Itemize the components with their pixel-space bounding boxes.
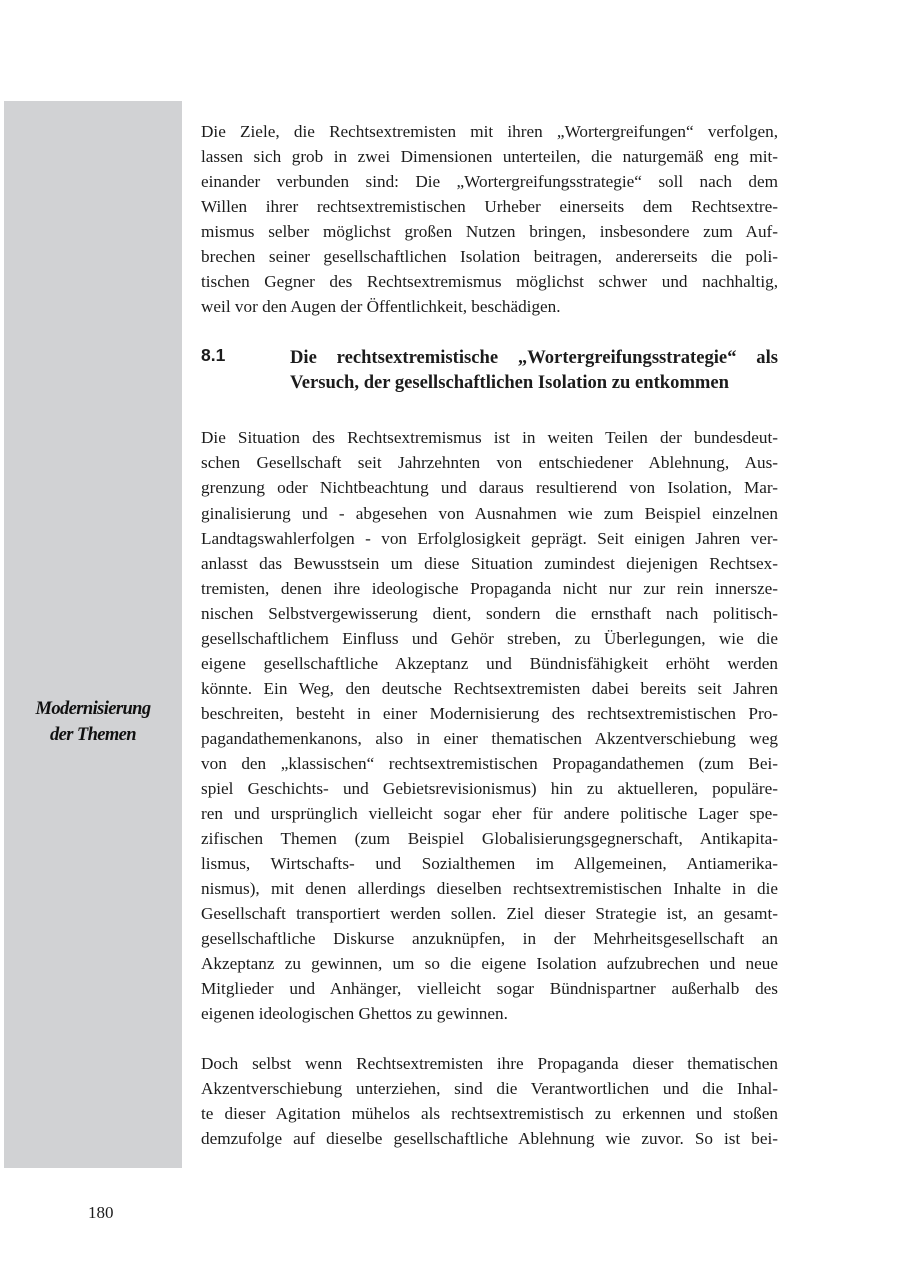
section-title-line: Versuch, der gesellschaftlichen Isolation zu entkommen bbox=[290, 372, 730, 394]
text-line: nischen Selbstvergewisserung dient, sondern die ernsthaft nach politisch- bbox=[201, 603, 778, 623]
text-line: gesellschaftlichem Einfluss und Gehör streben, zu Überlegungen, wie die bbox=[201, 628, 778, 648]
text-line: ginalisierung und - abgesehen von Ausnahmen wie zum Beispiel einzelnen bbox=[201, 503, 778, 523]
text-line: mismus selber möglichst großen Nutzen bringen, insbesondere zum Auf- bbox=[201, 222, 778, 242]
text-line: ren und ursprünglich vielleicht sogar eher für andere politische Lager spe- bbox=[201, 804, 778, 824]
text-line: pagandathemenkanons, also in einer thematischen Akzentverschiebung weg bbox=[201, 728, 778, 748]
text-line: Die Ziele, die Rechtsextremisten mit ihren „Wortergreifungen“ verfolgen, bbox=[201, 122, 778, 141]
text-line: eigene gesellschaftliche Akzeptanz und Bündnisfähigkeit erhöht werden bbox=[201, 653, 778, 673]
margin-column bbox=[4, 101, 182, 1168]
text-line: Landtagswahlerfolgen - von Erfolglosigkeit geprägt. Seit einigen Jahren ver- bbox=[201, 528, 778, 548]
page-number: 180 bbox=[88, 1203, 114, 1222]
text-line: eigenen ideologischen Ghettos zu gewinnen. bbox=[201, 1004, 508, 1024]
main-text bbox=[201, 119, 778, 1151]
text-line: brechen seiner gesellschaftlichen Isolation beitragen, andererseits die poli- bbox=[201, 247, 778, 267]
text-line: könnte. Ein Weg, den deutsche Rechtsextremisten dabei bereits seit Jahren bbox=[201, 678, 778, 698]
text-line: Mitglieder und Anhänger, vielleicht sogar Bündnispartner außerhalb des bbox=[201, 979, 778, 999]
section-heading bbox=[201, 345, 778, 397]
text-line: grenzung oder Nichtbeachtung und daraus resultierend von Isolation, Mar- bbox=[201, 478, 778, 498]
section-title bbox=[290, 345, 778, 395]
paragraph-intro bbox=[201, 119, 778, 319]
margin-note-line: Modernisierung bbox=[35, 699, 151, 719]
text-line: lassen sich grob in zwei Dimensionen unterteilen, die naturgemäß eng mit- bbox=[201, 147, 778, 167]
text-line: tremisten, denen ihre ideologische Propaganda nicht nur zur rein innersze- bbox=[201, 578, 778, 598]
text-line: schen Gesellschaft seit Jahrzehnten von entschiedener Ablehnung, Aus- bbox=[201, 453, 778, 473]
text-line: anlasst das Bewusstsein um diese Situation zumindest diejenigen Rechtsex- bbox=[201, 553, 778, 573]
text-line: nismus), mit denen allerdings dieselben rechtsextremistischen Inhalte in die bbox=[201, 879, 778, 899]
text-line: Gesellschaft transportiert werden sollen. Ziel dieser Strategie ist, an gesamt- bbox=[201, 904, 778, 924]
text-line: lismus, Wirtschafts- und Sozialthemen im Allgemeinen, Antiamerika- bbox=[201, 854, 778, 874]
paragraph-continuation bbox=[201, 1051, 778, 1151]
text-line: Die Situation des Rechtsextremismus ist in weiten Teilen der bundesdeut- bbox=[201, 428, 778, 448]
section-title-line: Die rechtsextremistische „Wortergreifungsstrategie“ als bbox=[290, 347, 778, 369]
margin-note-line: der Themen bbox=[50, 725, 136, 745]
text-line: Doch selbst wenn Rechtsextremisten ihre Propaganda dieser thematischen bbox=[201, 1053, 778, 1073]
text-line: te dieser Agitation mühelos als rechtsextremistisch zu erkennen und stoßen bbox=[201, 1103, 778, 1123]
text-line: tischen Gegner des Rechtsextremismus möglichst schwer und nachhaltig, bbox=[201, 272, 778, 292]
text-line: Willen ihrer rechtsextremistischen Urheber einerseits dem Rechtsextre- bbox=[201, 197, 778, 217]
paragraph-situation bbox=[201, 425, 778, 1026]
text-line: beschreiten, besteht in einer Modernisierung des rechtsextremistischen Pro- bbox=[201, 703, 778, 723]
text-line: zifischen Themen (zum Beispiel Globalisierungsgegnerschaft, Antikapita- bbox=[201, 829, 778, 849]
text-line: einander verbunden sind: Die „Wortergreifungsstrategie“ soll nach dem bbox=[201, 172, 778, 192]
text-line: von den „klassischen“ rechtsextremistischen Propagandathemen (zum Bei- bbox=[201, 753, 778, 773]
text-line: spiel Geschichts- und Gebietsrevisionismus) hin zu aktuelleren, populäre- bbox=[201, 779, 778, 799]
text-line: demzufolge auf dieselbe gesellschaftliche Ablehnung wie zuvor. So ist bei- bbox=[201, 1128, 778, 1148]
text-line: Akzeptanz zu gewinnen, um so die eigene Isolation aufzubrechen und neue bbox=[201, 954, 778, 974]
text-line: gesellschaftliche Diskurse anzuknüpfen, in der Mehrheitsgesellschaft an bbox=[201, 929, 778, 949]
text-line: weil vor den Augen der Öffentlichkeit, beschädigen. bbox=[201, 297, 561, 317]
section-number: 8.1 bbox=[201, 345, 226, 366]
margin-note bbox=[4, 696, 182, 748]
text-line: Akzentverschiebung unterziehen, sind die Verantwortlichen und die Inhal- bbox=[201, 1078, 778, 1098]
